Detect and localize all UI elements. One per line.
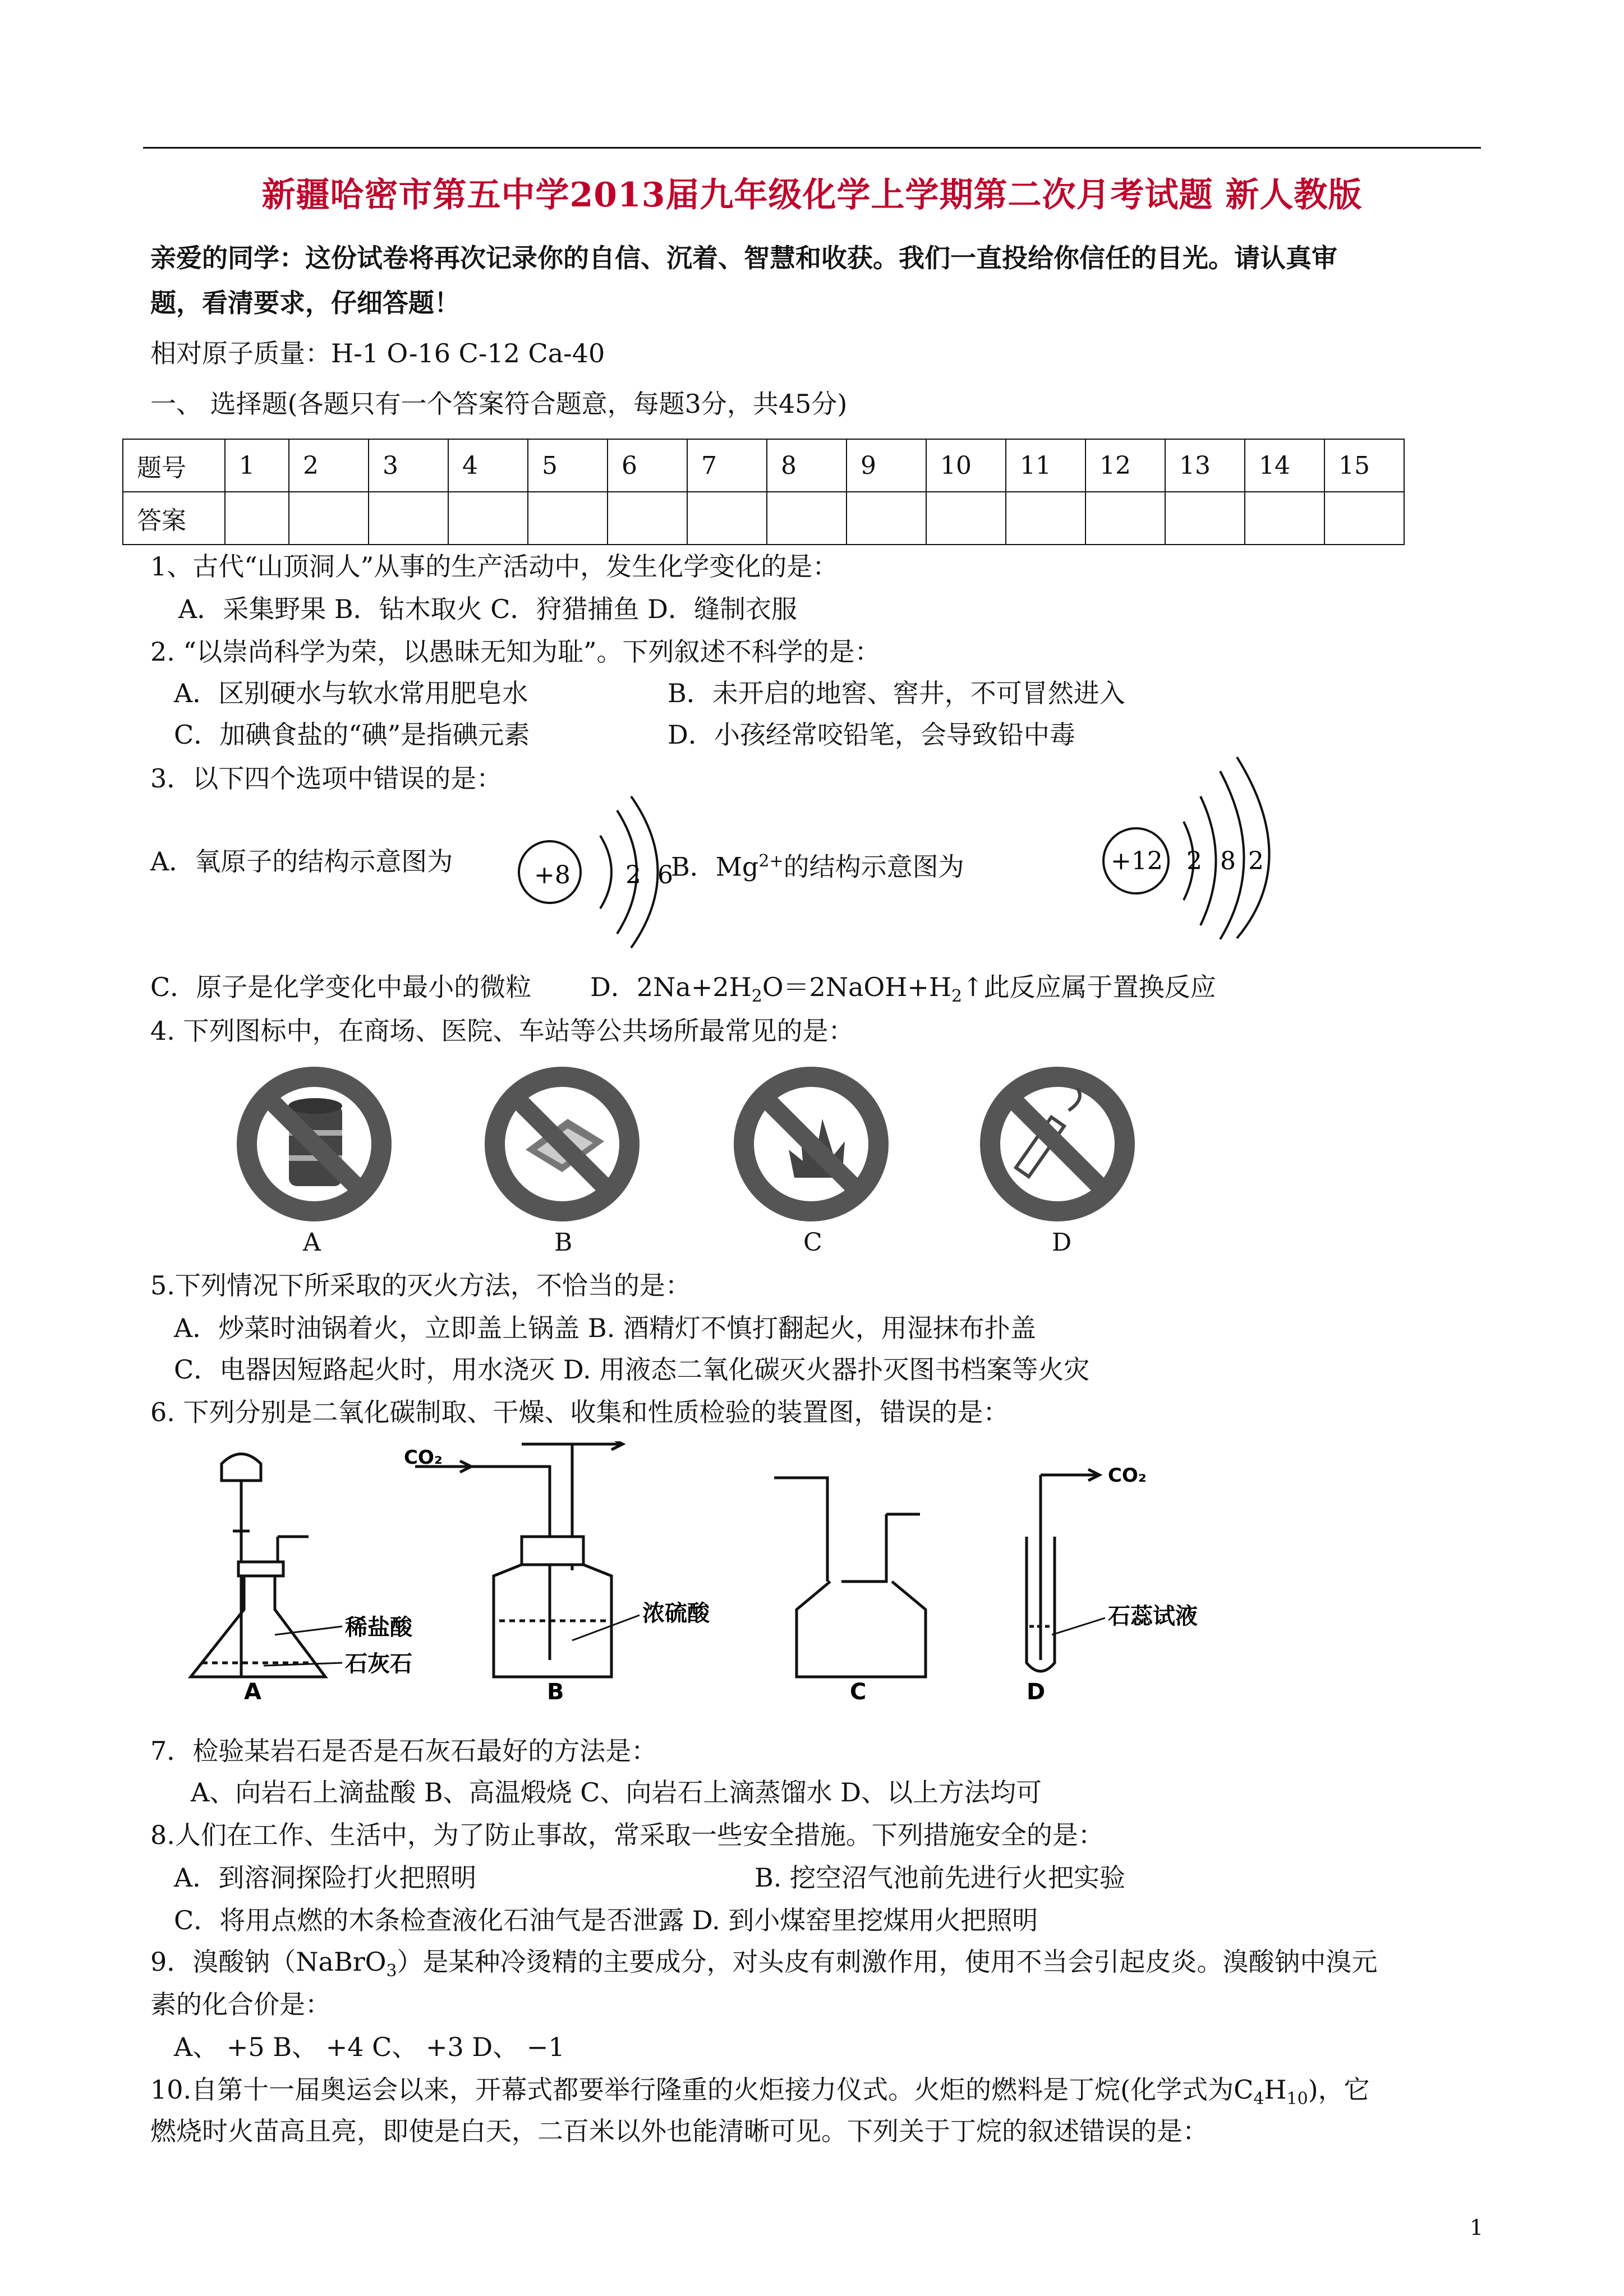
table-cell: 15 — [1324, 439, 1404, 492]
row-label-number: 题号 — [123, 439, 225, 492]
answer-cell[interactable] — [448, 492, 528, 545]
oxygen-atom-diagram — [505, 785, 707, 953]
q7-options: A、向岩石上滴盐酸 B、高温煅烧 C、向岩石上滴蒸馏水 D、以上方法均可 — [191, 1777, 1042, 1808]
no-oil-drum-sign — [236, 1066, 393, 1223]
answer-cell[interactable] — [369, 492, 448, 545]
q2-option-b: B．未开启的地窖、窖井，不可冒然进入 — [668, 678, 1125, 708]
q10-line-1: 10.自第十一届奥运会以来，开幕式都要举行隆重的火炬接力仪式。火炬的燃料是丁烷(化学式为$C_4H_{10}$)，它 — [150, 2074, 1370, 2109]
apparatus-c — [774, 1478, 926, 1677]
q3-option-c: C．原子是化学变化中最小的微粒 — [150, 972, 532, 1002]
intro-line-1: 亲爱的同学：这份试卷将再次记录你的自信、沉着、智慧和收获。我们一直投给你信任的目光。请认真审 — [150, 243, 1337, 273]
apparatus-b — [415, 1441, 640, 1677]
table-row-answers — [123, 492, 1404, 545]
answer-cell[interactable] — [225, 492, 289, 545]
q9-options: A、 +5 B、 +4 C、 +3 D、 −1 — [174, 2032, 565, 2062]
answer-cell[interactable] — [1324, 492, 1404, 545]
sign-label-a: A — [303, 1228, 321, 1257]
q5-line-1: A．炒菜时油锅着火，立即盖上锅盖 B. 酒精灯不慎打翻起火，用湿抹布扑盖 — [174, 1313, 1036, 1343]
q2-option-a: A．区别硬水与软水常用肥皂水 — [174, 678, 528, 708]
section-heading: 一、 选择题(各题只有一个答案符合题意，每题3分，共45分) — [150, 389, 848, 419]
table-cell: 5 — [528, 439, 608, 492]
answer-cell[interactable] — [687, 492, 767, 545]
answer-cell[interactable] — [767, 492, 846, 545]
nucleus-label: +12 — [1111, 847, 1163, 875]
answer-cell[interactable] — [1085, 492, 1165, 545]
sign-label-b: B — [554, 1228, 573, 1257]
table-cell: 8 — [767, 439, 846, 492]
q8-option-a: A．到溶洞探险打火把照明 — [174, 1862, 477, 1893]
q8-stem: 8.人们在工作、生活中，为了防止事故，常采取一些安全措施。下列措施安全的是： — [150, 1820, 1104, 1850]
q1-options: A．采集野果 B．钻木取火 C．狩猎捕鱼 D．缝制衣服 — [178, 594, 797, 624]
page-title: 新疆哈密市第五中学2013届九年级化学上学期第二次月考试题 新人教版 — [261, 176, 1363, 215]
apparatus-a — [191, 1454, 342, 1677]
apparatus-label-c: C — [850, 1679, 867, 1705]
electron-count: 8 — [1220, 847, 1236, 875]
q7-stem: 7．检验某岩石是否是石灰石最好的方法是： — [150, 1736, 657, 1766]
label-dilute-hcl: 稀盐酸 — [345, 1615, 412, 1640]
q10-line-2: 燃烧时火苗高且亮，即使是白天，二百米以外也能清晰可见。下列关于丁烷的叙述错误的是： — [150, 2116, 1208, 2146]
intro-line-2: 题，看清要求，仔细答题！ — [150, 288, 460, 318]
apparatus-label-d: D — [1027, 1679, 1046, 1705]
table-cell: 2 — [289, 439, 369, 492]
q3-stem: 3．以下四个选项中错误的是： — [150, 763, 503, 794]
answer-cell[interactable] — [846, 492, 926, 545]
q9-line-2: 素的化合价是： — [150, 1989, 331, 2020]
magnesium-ion-diagram — [1088, 754, 1313, 939]
apparatus-label-a: A — [244, 1679, 261, 1705]
electron-count: 2 — [625, 861, 641, 889]
answer-table — [122, 439, 1405, 545]
table-cell: 7 — [687, 439, 767, 492]
q8-option-b: B. 挖空沼气池前先进行火把实验 — [755, 1862, 1126, 1893]
answer-cell[interactable] — [528, 492, 608, 545]
no-smoking-sign — [979, 1066, 1136, 1223]
answer-cell[interactable] — [1245, 492, 1324, 545]
electron-count: 2 — [1186, 847, 1202, 875]
nucleus-label: +8 — [534, 861, 571, 889]
table-cell: 4 — [448, 439, 528, 492]
q3-option-d: D．$2Na+2H_2O=2NaOH+H_2↑$此反应属于置换反应 — [590, 972, 1216, 1007]
electron-count: 2 — [1248, 847, 1264, 875]
table-cell: 14 — [1245, 439, 1324, 492]
row-label-answer: 答案 — [123, 492, 225, 545]
label-limestone: 石灰石 — [345, 1651, 412, 1677]
table-row-numbers — [123, 439, 1404, 492]
co2-label: CO₂ — [1108, 1464, 1147, 1487]
header-rule — [143, 147, 1481, 149]
page-number: 1 — [1470, 2215, 1484, 2240]
table-cell: 9 — [846, 439, 926, 492]
table-cell: 1 — [225, 439, 289, 492]
apparatus-d — [1027, 1469, 1105, 1671]
q8-line-2: C．将用点燃的木条检查液化石油气是否泄露 D. 到小煤窑里挖煤用火把照明 — [174, 1905, 1038, 1935]
q6-stem: 6. 下列分别是二氧化碳制取、干燥、收集和性质检验的装置图，错误的是： — [150, 1397, 1009, 1427]
q2-option-c: C．加碘食盐的“碘”是指碘元素 — [174, 720, 530, 750]
label-conc-sulfuric: 浓硫酸 — [642, 1601, 710, 1626]
q4-stem: 4. 下列图标中，在商场、医院、车站等公共场所最常见的是： — [150, 1016, 854, 1046]
answer-cell[interactable] — [926, 492, 1006, 545]
apparatus-label-b: B — [547, 1679, 564, 1705]
answer-cell[interactable] — [1006, 492, 1085, 545]
q1-stem: 1、古代“山顶洞人”从事的生产活动中，发生化学变化的是： — [150, 551, 839, 582]
table-cell: 13 — [1165, 439, 1245, 492]
label-litmus: 石蕊试液 — [1108, 1603, 1198, 1629]
table-cell: 3 — [369, 439, 448, 492]
q3-option-a: A．氧原子的结构示意图为 — [150, 846, 453, 877]
table-cell: 6 — [608, 439, 687, 492]
table-cell: 12 — [1085, 439, 1165, 492]
no-fireworks-sign — [484, 1066, 641, 1223]
electron-count: 6 — [657, 861, 673, 889]
q5-line-2: C．电器因短路起火时，用水浇灭 D. 用液态二氧化碳灭火器扑灭图书档案等火灾 — [174, 1354, 1090, 1385]
answer-cell[interactable] — [289, 492, 369, 545]
co2-apparatus-figure — [180, 1441, 1301, 1711]
table-cell: 11 — [1006, 439, 1085, 492]
q2-option-d: D．小孩经常咬铅笔，会导致铅中毒 — [668, 720, 1075, 750]
q3-option-b: B．$Mg^{2+}$的结构示意图为 — [671, 851, 964, 882]
sign-label-d: D — [1052, 1228, 1072, 1257]
no-flammables-sign — [733, 1066, 890, 1223]
sign-label-c: C — [803, 1228, 822, 1257]
table-cell: 10 — [926, 439, 1006, 492]
atomic-mass-line: 相对原子质量：H-1 O-16 C-12 Ca-40 — [150, 338, 605, 368]
co2-label: CO₂ — [404, 1446, 443, 1469]
answer-cell[interactable] — [1165, 492, 1245, 545]
q2-stem: 2. “以崇尚科学为荣，以愚昧无知为耻”。下列叙述不科学的是： — [150, 637, 881, 667]
answer-cell[interactable] — [608, 492, 687, 545]
q9-stem: 9．溴酸钠（NaBrO$_3$）是某种冷烫精的主要成分，对头皮有刺激作用，使用不当会引起皮炎。溴酸钠中溴元 — [150, 1947, 1378, 1981]
q5-stem: 5.下列情况下所采取的灭火方法，不恰当的是： — [150, 1270, 691, 1301]
